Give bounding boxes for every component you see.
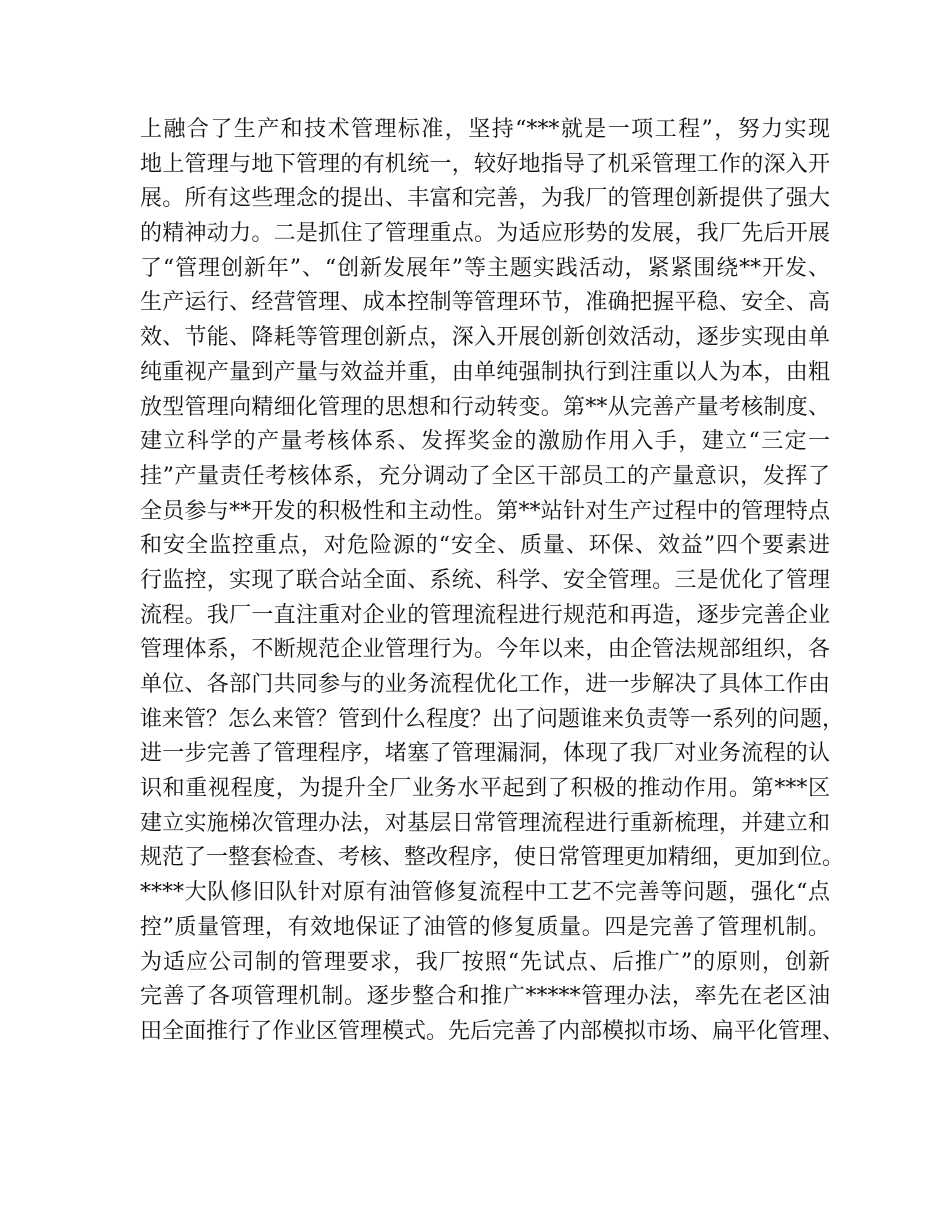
text-line: 谁来管？怎么来管？管到什么程度？出了问题谁来负责等一系列的问题， (140, 706, 845, 732)
text-line: 建立实施梯次管理办法，对基层日常管理流程进行重新梳理，并建立和 (140, 810, 830, 836)
text-line: 规范了一整套检查、考核、整改程序，使日常管理更加精细，更加到位。 (140, 845, 845, 871)
text-line: 和安全监控重点，对危险源的“安全、质量、环保、效益”四个要素进 (140, 533, 830, 559)
text-line: 放型管理向精细化管理的思想和行动转变。第**从完善产量考核制度、 (140, 394, 830, 420)
text-line: 田全面推行了作业区管理模式。先后完善了内部模拟市场、扁平化管理、 (140, 1018, 845, 1044)
text-line: 的精神动力。二是抓住了管理重点。为适应形势的发展，我厂先后开展 (140, 221, 830, 247)
body-paragraph (140, 113, 845, 1050)
text-line: 管理体系，不断规范企业管理行为。今年以来，由企管法规部组织，各 (140, 637, 830, 663)
text-line: 识和重视程度，为提升全厂业务水平起到了积极的推动作用。第***区 (140, 776, 830, 802)
text-line: 进一步完善了管理程序，堵塞了管理漏洞，体现了我厂对业务流程的认 (140, 741, 830, 767)
text-line: 纯重视产量到产量与效益并重，由单纯强制执行到注重以人为本，由粗 (140, 359, 830, 385)
text-line: 单位、各部门共同参与的业务流程优化工作，进一步解决了具体工作由 (140, 672, 830, 697)
text-line: 流程。我厂一直注重对企业的管理流程进行规范和再造，逐步完善企业 (140, 602, 830, 628)
text-line: 挂”产量责任考核体系，充分调动了全区干部员工的产量意识，发挥了 (140, 463, 830, 489)
text-line: 地上管理与地下管理的有机统一，较好地指导了机采管理工作的深入开 (140, 151, 830, 177)
text-line: 生产运行、经营管理、成本控制等管理环节，准确把握平稳、安全、高 (140, 290, 830, 316)
text-line: 上融合了生产和技术管理标准，坚持“***就是一项工程”，努力实现 (140, 117, 830, 142)
text-line: 为适应公司制的管理要求，我厂按照“先试点、后推广”的原则，创新 (140, 949, 830, 975)
text-line: 建立科学的产量考核体系、发挥奖金的激励作用入手，建立“三定一 (140, 429, 830, 455)
text-line: 全员参与**开发的积极性和主动性。第**站针对生产过程中的管理特点 (140, 498, 830, 524)
text-line: ****大队修旧队针对原有油管修复流程中工艺不完善等问题，强化“点 (140, 880, 830, 906)
text-line: 效、节能、降耗等管理创新点，深入开展创新创效活动，逐步实现由单 (140, 325, 830, 351)
text-line: 控”质量管理，有效地保证了油管的修复质量。四是完善了管理机制。 (140, 914, 830, 940)
text-line: 展。所有这些理念的提出、丰富和完善，为我厂的管理创新提供了强大 (140, 186, 830, 212)
text-line: 了“管理创新年”、“创新发展年”等主题实践活动，紧紧围绕**开发、 (140, 255, 830, 281)
text-line: 行监控，实现了联合站全面、系统、科学、安全管理。三是优化了管理 (140, 567, 830, 593)
text-line: 完善了各项管理机制。逐步整合和推广*****管理办法，率先在老区油 (140, 984, 830, 1010)
